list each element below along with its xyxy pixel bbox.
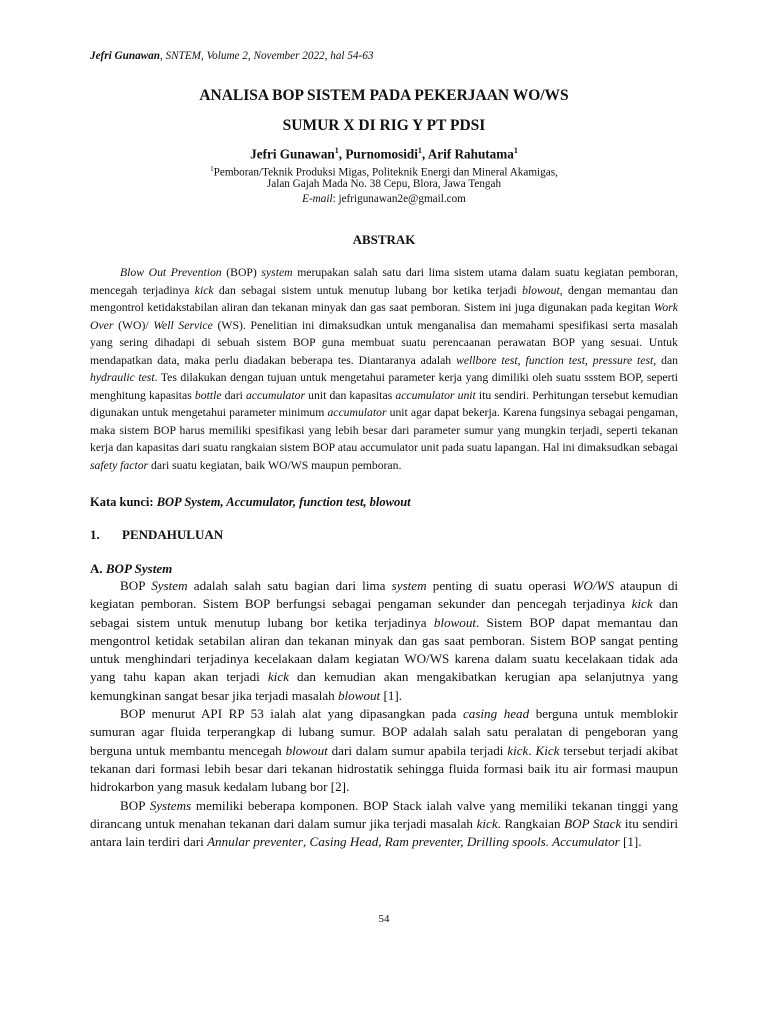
header-citation: , SNTEM, Volume 2, November 2022, hal 54-63 bbox=[159, 50, 374, 62]
keywords-value: BOP System, Accumulator, function test, blowout bbox=[156, 495, 411, 509]
section-number: 1. bbox=[90, 527, 100, 542]
subsection-heading bbox=[90, 561, 172, 577]
body-span: penting di suatu operasi bbox=[426, 578, 573, 593]
page-number: 54 bbox=[378, 913, 390, 925]
affiliation-line-2: Jalan Gajah Mada No. 38 Cepu, Blora, Jawa Tengah bbox=[266, 178, 502, 190]
abstract-text: (WS). Penelitian ini dimaksudkan untuk menganalisa dan memahami spesifikasi serta masalah yang sering dihadapi di sebuah sistem BOP guna membuat suatu perencaanan perawatan BOP yang sesuai. Untuk mendapatkan data, maka perlu diadakan beberapa tes. Diantaranya adalah bbox=[90, 318, 679, 367]
paragraph-3 bbox=[90, 797, 678, 852]
abstract-text: unit dan kapasitas bbox=[305, 388, 396, 402]
abstract-term: blowout bbox=[522, 283, 560, 297]
abstract-text: (WO)/ bbox=[113, 318, 154, 332]
section-title: PENDAHULUAN bbox=[122, 527, 224, 542]
abstract-text: , dengan memantau dan mengontrol ketidakstabilan aliran dan tekanan minyak dan gas saat pemboran. Sistem ini juga digunakan pada kegitan bbox=[90, 283, 678, 315]
abstract-term: accumulator bbox=[327, 406, 387, 420]
abstract-term: system bbox=[261, 266, 293, 279]
author-list: Jefri Gunawan$^1$, Purnomosidi$^1$, Arif Rahutama$^1$ bbox=[250, 146, 518, 162]
section-heading bbox=[90, 527, 223, 543]
body-span: , bbox=[302, 834, 310, 850]
abstract-term: Well Service bbox=[153, 318, 213, 332]
body-term: casing head bbox=[462, 706, 530, 722]
body-term: Kick bbox=[535, 742, 560, 758]
abstract-term: bottle bbox=[194, 388, 222, 402]
body-term: System bbox=[151, 578, 188, 593]
abstract-text: dari bbox=[221, 388, 246, 402]
body-term: kick bbox=[267, 669, 289, 685]
affiliation-text-1: Pemboran/Teknik Produksi Migas, Politeknik Energi dan Mineral Akamigas, bbox=[213, 166, 558, 179]
body-span: BOP bbox=[120, 797, 150, 813]
body-span: ataupun di kegiatan pemboran. Sistem BOP berfungsi sebagai pengaman sekunder dan pencegah terjadinya bbox=[90, 578, 679, 612]
body-span: dan sebagai sistem untuk menutup lubang bor ketika terjadinya bbox=[90, 596, 678, 630]
body-span: . Sistem BOP dapat memantau dan mengontrol ketidak setabilan aliran dan tekanan minyak dan gas saat pemboran. Sistem BOP sangat penting untuk menghindari terjadinya kecelakaan dalam kegiatan WO/WS karena dalam suatu kecelakaan tidak ada yang tahu kapan akan terjadi bbox=[90, 614, 678, 685]
body-span: dan kemudian akan mengakibatkan kerugian apa selanjutnya yang kemungkinan sangat besar jika terjadi masalah bbox=[90, 669, 678, 703]
abstract-heading: ABSTRAK bbox=[352, 232, 416, 247]
body-span: dari dalam sumur apabila terjadi bbox=[327, 742, 508, 758]
body-term: Annular preventer bbox=[207, 834, 303, 850]
abstract-text: dan bbox=[656, 353, 679, 367]
abstract-term: Blow Out Prevention bbox=[120, 266, 222, 279]
author-3: Arif Rahutama bbox=[427, 146, 514, 162]
body-term: Casing Head, Ram preventer, Drilling spools. Accumulator bbox=[309, 834, 620, 850]
body-span: adalah salah satu bagian dari lima bbox=[187, 578, 392, 593]
body-term: kick bbox=[476, 815, 498, 831]
abstract-term: accumulator bbox=[245, 388, 306, 402]
body-term: kick bbox=[631, 596, 653, 612]
affiliation-sup: 1 bbox=[210, 165, 214, 173]
body-term: BOP Stack bbox=[564, 815, 622, 831]
body-span: tersebut terjadi akibat tekanan dari formasi lebih besar dari tekanan hidrostatik sehingga fluida formasi baik itu air formasi maupun hidrokarbon yang masuk kedalam lubang bor [2]. bbox=[90, 742, 678, 795]
body-span: memiliki beberapa komponen. BOP Stack ialah valve yang memiliki tekanan tinggi yang dirancang untuk menahan tekanan dari dalam sumur jika terjadi masalah bbox=[90, 797, 679, 831]
header-author: Jefri Gunawan bbox=[90, 50, 160, 62]
body-span: BOP menurut API RP 53 ialah alat yang dipasangkan pada bbox=[120, 706, 463, 722]
affiliation-email bbox=[90, 192, 678, 207]
abstract-text: unit agar dapat bekerja. Karena fungsinya sebagai pengaman, maka sistem BOP harus memiliki spesifikasi yang lebih besar dari parameter sumur yang mungkin terjadi, seperti tekanan kerja dan kapasitas dari suatu rangkaian sistem BOP atau accumulator unit pada suatu lapangan. Hal ini dimaksudkan sebagai bbox=[90, 406, 678, 455]
subsection-title: BOP System bbox=[105, 561, 173, 576]
author-2-sup: 1 bbox=[417, 146, 422, 155]
author-1: Jefri Gunawan bbox=[250, 146, 335, 162]
abstract-text: itu sendiri. Perhitungan tersebut kemudian digunakan untuk mengetahui parameter minimum bbox=[90, 388, 678, 420]
body-span: berguna untuk memblokir sumuran agar fluida terperangkap di lubang sumur. BOP adalah salah satu peralatan di pengeboran yang berguna untuk membantu mencegah bbox=[90, 706, 678, 758]
abstract-term: hydraulic test bbox=[90, 371, 155, 385]
abstract-term: Work Over bbox=[90, 301, 678, 332]
abstract-term: kick bbox=[194, 283, 214, 297]
body-span: [1]. bbox=[380, 687, 403, 703]
keywords-label: Kata kunci: bbox=[90, 495, 157, 509]
body-text bbox=[90, 577, 678, 851]
body-term: Systems bbox=[149, 797, 192, 813]
paragraph-1 bbox=[90, 577, 678, 705]
body-term: blowout bbox=[285, 742, 328, 758]
body-term: WO/WS bbox=[572, 578, 614, 593]
body-span: . Rangkaian bbox=[497, 815, 565, 831]
body-term: blowout bbox=[337, 687, 381, 703]
paragraph-2 bbox=[90, 705, 678, 796]
body-span: BOP bbox=[120, 578, 152, 593]
author-2: Purnomosidi bbox=[345, 146, 418, 162]
author-3-sup: 1 bbox=[513, 146, 518, 155]
paper-title-line-1: ANALISA BOP SISTEM PADA PEKERJAAN WO/WS bbox=[199, 87, 569, 104]
abstract-term: accumulator unit bbox=[395, 388, 476, 402]
abstract-text: merupakan salah satu dari lima sistem utama dalam suatu kegiatan pemboran, mencegah terjadinya bbox=[90, 266, 678, 297]
subsection-letter: A. bbox=[90, 561, 106, 576]
abstract-body bbox=[90, 264, 678, 475]
body-span: itu sendiri antara lain terdiri dari bbox=[90, 815, 678, 850]
body-span: [1]. bbox=[619, 834, 642, 850]
body-term: system bbox=[391, 578, 427, 593]
abstract-text: dan sebagai sistem untuk menutup lubang bor ketika terjadi bbox=[213, 283, 523, 297]
keywords bbox=[90, 495, 678, 510]
author-1-sup: 1 bbox=[334, 146, 339, 155]
paper-title-line-2: SUMUR X DI RIG Y PT PDSI bbox=[282, 117, 486, 134]
abstract-text: . Tes dilakukan dengan tujuan untuk mengetahui parameter kerja yang dimiliki oleh suatu ssstem BOP, seperti menghitung kapasitas bbox=[90, 371, 679, 402]
email-address: : jefrigunawan2e@gmail.com bbox=[332, 193, 466, 205]
body-term: blowout bbox=[433, 614, 477, 630]
abstract-text: dari suatu kegiatan, baik WO/WS maupun pemboran. bbox=[148, 459, 402, 473]
email-label: E-mail bbox=[302, 193, 333, 205]
body-span: . bbox=[528, 742, 536, 758]
abstract-term: wellbore test, function test, pressure test, bbox=[456, 353, 657, 367]
running-header bbox=[90, 50, 373, 62]
abstract-term: safety factor bbox=[90, 459, 149, 473]
abstract-text: (BOP) bbox=[221, 266, 262, 279]
body-term: kick bbox=[507, 742, 529, 758]
